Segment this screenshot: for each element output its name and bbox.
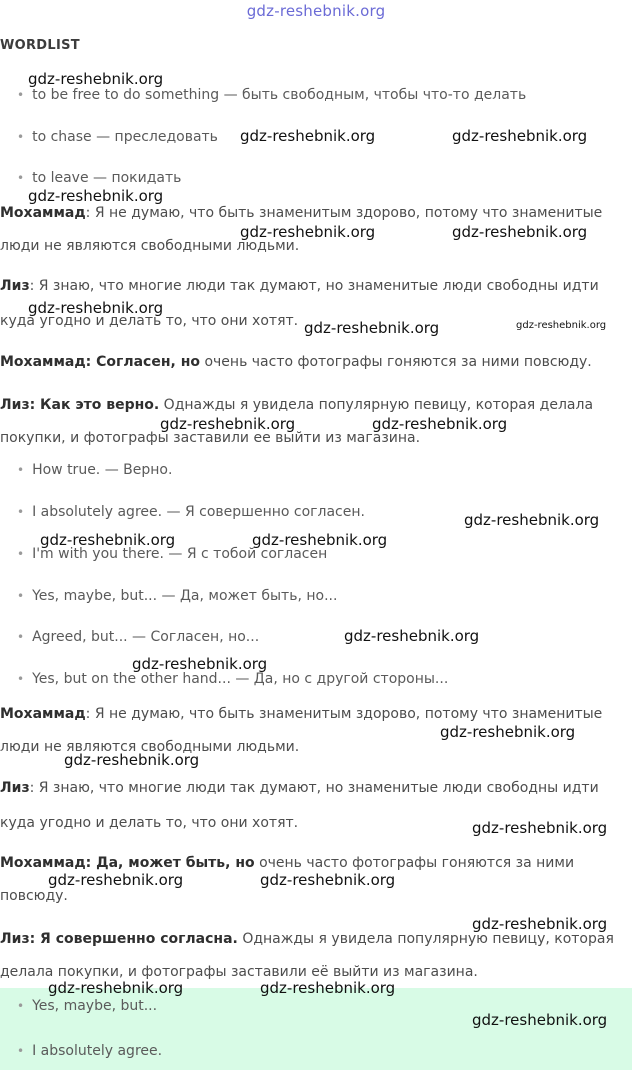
watermark: gdz-reshebnik.org: [452, 127, 588, 145]
watermark: gdz-reshebnik.org: [132, 655, 268, 673]
watermark: gdz-reshebnik.org: [440, 723, 576, 741]
list-item: • How true. — Верно.: [17, 462, 173, 478]
bullet-icon: •: [17, 88, 25, 102]
wordlist-title: WORDLIST: [0, 38, 80, 53]
bullet-icon: •: [17, 630, 25, 644]
bullet-icon: •: [17, 999, 25, 1013]
bullet-icon: •: [17, 171, 25, 185]
list-item: • Yes, maybe, but... — Да, может быть, но...: [17, 588, 338, 604]
watermark: gdz-reshebnik.org: [240, 127, 376, 145]
watermark: gdz-reshebnik.org: [472, 915, 608, 933]
watermark: gdz-reshebnik.org: [64, 751, 200, 769]
bullet-icon: •: [17, 589, 25, 603]
watermark: gdz-reshebnik.org: [344, 627, 480, 645]
watermark: gdz-reshebnik.org: [28, 299, 164, 317]
list-item: • to be free to do something — быть свободным, чтобы что-то делать: [17, 87, 527, 103]
watermark: gdz-reshebnik.org: [260, 871, 396, 889]
dialog-line: повсюду.: [0, 888, 68, 904]
watermark: gdz-reshebnik.org: [240, 223, 376, 241]
dialog-line: Лиз: Я знаю, что многие люди так думают, но знаменитые люди свободны идти: [0, 278, 599, 294]
bullet-icon: •: [17, 547, 25, 561]
list-item: • to chase — преследовать: [17, 129, 218, 145]
list-item: • Yes, but on the other hand... — Да, но с другой стороны...: [17, 671, 449, 687]
dialog-line: делала покупки, и фотографы заставили её выйти из магазина.: [0, 964, 478, 980]
site-header[interactable]: gdz-reshebnik.org: [246, 2, 386, 20]
bullet-icon: •: [17, 130, 25, 144]
watermark: gdz-reshebnik.org: [304, 319, 440, 337]
dialog-line: Мохаммад: Я не думаю, что быть знаменитым здорово, потому что знаменитые: [0, 706, 603, 722]
answer-item: • I absolutely agree.: [17, 1043, 163, 1059]
dialog-line: Мохаммад: Да, может быть, но очень часто фотографы гоняются за ними: [0, 855, 575, 871]
answer-item: • Yes, maybe, but...: [17, 998, 158, 1014]
watermark: gdz-reshebnik.org: [48, 871, 184, 889]
list-item: • I absolutely agree. — Я совершенно согласен.: [17, 504, 365, 520]
list-item: • Agreed, but... — Согласен, но...: [17, 629, 260, 645]
dialog-line: Лиз: Как это верно. Однажды я увидела популярную певицу, которая делала: [0, 397, 594, 413]
watermark: gdz-reshebnik.org: [516, 320, 607, 331]
dialog-line: Мохаммад: Я не думаю, что быть знаменитым здорово, потому что знаменитые: [0, 205, 603, 221]
watermark: gdz-reshebnik.org: [28, 187, 164, 205]
watermark: gdz-reshebnik.org: [472, 1011, 608, 1029]
dialog-line: куда угодно и делать то, что они хотят.: [0, 313, 299, 329]
list-item: • to leave — покидать: [17, 170, 182, 186]
bullet-icon: •: [17, 505, 25, 519]
watermark: gdz-reshebnik.org: [464, 511, 600, 529]
watermark: gdz-reshebnik.org: [48, 979, 184, 997]
bullet-icon: •: [17, 672, 25, 686]
watermark: gdz-reshebnik.org: [472, 819, 608, 837]
bullet-icon: •: [17, 1044, 25, 1058]
bullet-icon: •: [17, 463, 25, 477]
watermark: gdz-reshebnik.org: [252, 531, 388, 549]
watermark: gdz-reshebnik.org: [28, 70, 164, 88]
dialog-line: Мохаммад: Согласен, но очень часто фотографы гоняются за ними повсюду.: [0, 354, 592, 370]
dialog-line: Лиз: Я совершенно согласна. Однажды я увидела популярную певицу, которая: [0, 931, 614, 947]
dialog-line: Лиз: Я знаю, что многие люди так думают, но знаменитые люди свободны идти: [0, 780, 599, 796]
dialog-line: покупки, и фотографы заставили ее выйти из магазина.: [0, 430, 421, 446]
dialog-line: куда угодно и делать то, что они хотят.: [0, 815, 299, 831]
list-item: • I'm with you there. — Я с тобой согласен: [17, 546, 328, 562]
watermark: gdz-reshebnik.org: [260, 979, 396, 997]
dialog-line: люди не являются свободными людьми.: [0, 238, 300, 254]
watermark: gdz-reshebnik.org: [372, 415, 508, 433]
watermark: gdz-reshebnik.org: [452, 223, 588, 241]
dialog-line: люди не являются свободными людьми.: [0, 739, 300, 755]
watermark: gdz-reshebnik.org: [160, 415, 296, 433]
watermark: gdz-reshebnik.org: [40, 531, 176, 549]
